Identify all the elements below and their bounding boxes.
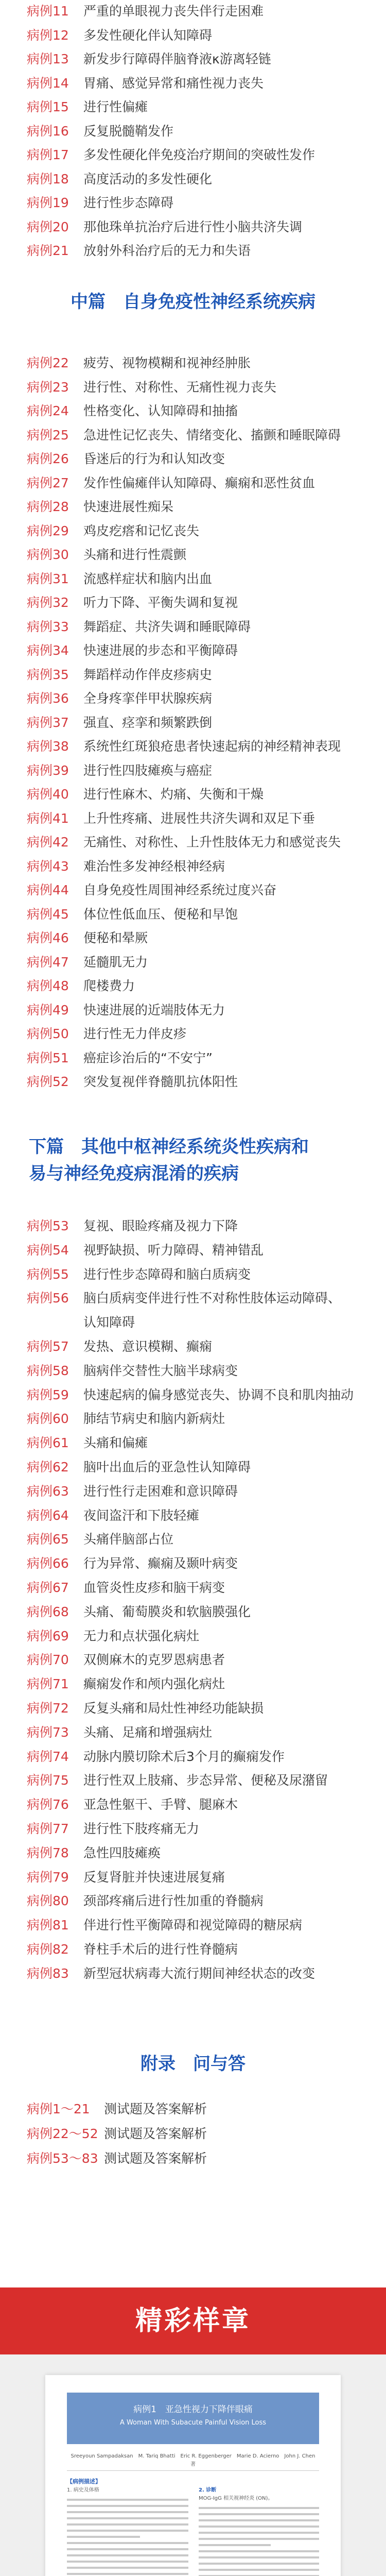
toc-entry[interactable] [27, 216, 302, 239]
sample-page-card [45, 2375, 341, 2576]
toc-entry[interactable] [27, 1384, 354, 1406]
toc-entry-number: 病例53～83 [27, 2151, 98, 2166]
toc-entry-title: 急进性记忆丧失、情绪变化、搐颤和睡眠障碍 [83, 427, 341, 443]
toc-entry-title: 视野缺损、听力障碍、精神错乱 [83, 1242, 264, 1258]
toc-entry-title: 上升性疼痛、进展性共济失调和双足下垂 [83, 810, 315, 826]
sample-text-line [67, 2548, 188, 2550]
toc-entry-number: 病例36 [27, 691, 69, 706]
toc-entry[interactable] [27, 2147, 207, 2170]
toc-entry-number: 病例50 [27, 1026, 69, 1041]
sample-header-title: 病例1 亚急性视力下降伴眼痛 [133, 2404, 253, 2415]
toc-entry[interactable] [27, 1818, 199, 1840]
toc-entry[interactable] [27, 568, 212, 590]
toc-entry[interactable] [27, 496, 173, 518]
toc-entry-title: 舞蹈样动作伴皮疹病史 [83, 667, 213, 682]
toc-entry-number: 病例35 [27, 667, 69, 682]
sample-left-subheading: 1. 病史及体格 [67, 2487, 99, 2493]
toc-entry-number: 病例72 [27, 1701, 69, 1716]
lower-section-title-line1: 下篇 其他中枢神经系统炎性疾病和 [29, 1137, 309, 1157]
toc-entry[interactable] [27, 376, 276, 399]
toc-entry[interactable] [27, 1311, 135, 1334]
sample-text-line [67, 2499, 188, 2501]
toc-entry-title: 头痛和进行性震颤 [83, 547, 187, 562]
toc-entry-number: 病例54 [27, 1242, 69, 1258]
toc-entry-title: 严重的单眼视力丧失伴行走困难 [83, 4, 264, 19]
toc-entry-number: 病例48 [27, 978, 69, 993]
toc-entry-number: 病例45 [27, 906, 69, 922]
toc-entry-number: 病例75 [27, 1773, 69, 1788]
sample-text-line [67, 2511, 188, 2513]
toc-entry-number: 病例81 [27, 1918, 69, 1933]
toc-entry-number: 病例18 [27, 171, 69, 187]
toc-entry-title: 脑白质病变伴进行性不对称性肢体运动障碍、 [83, 1291, 341, 1306]
toc-entry-title: 自身免疫性周围神经系统过度兴奋 [83, 883, 277, 897]
toc-entry-number: 病例66 [27, 1556, 69, 1571]
toc-entry-title: 延髓肌无力 [83, 954, 148, 970]
toc-entry-number: 病例64 [27, 1507, 69, 1523]
toc-entry[interactable] [27, 72, 264, 95]
toc-entry-number: 病例61 [27, 1435, 69, 1451]
toc-entry[interactable] [27, 879, 276, 902]
toc-entry[interactable] [27, 1890, 264, 1912]
sample-text-line [199, 2513, 319, 2515]
toc-entry[interactable] [27, 999, 225, 1022]
toc-entry[interactable] [27, 1938, 238, 1961]
toc-entry[interactable] [27, 1577, 225, 1599]
toc-entry[interactable] [27, 1673, 225, 1696]
sample-left-heading: 【病例描述】 [67, 2478, 101, 2485]
toc-entry[interactable] [27, 616, 251, 638]
toc-entry-title: 胃痛、感觉异常和痛性视力丧失 [83, 75, 264, 91]
toc-entry-number: 病例22 [27, 355, 69, 370]
toc-entry-title: 快速进展的步态和平衡障碍 [83, 643, 238, 658]
toc-entry-title: 脊柱手术后的进行性脊髓病 [83, 1942, 238, 1957]
toc-entry[interactable] [27, 735, 341, 758]
toc-entry-title: 脑病伴交替性大脑半球病变 [83, 1363, 238, 1378]
toc-entry-title: 测试题及答案解析 [104, 2102, 207, 2116]
sample-text-line [199, 2538, 319, 2540]
toc-entry[interactable] [27, 1239, 264, 1262]
toc-entry-title: 夜间盗汗和下肢轻瘫 [83, 1507, 200, 1523]
toc-entry-number: 病例58 [27, 1363, 69, 1378]
toc-entry[interactable] [27, 1215, 238, 1238]
toc-entry-title: 全身疼挛伴甲状腺疾病 [83, 691, 213, 706]
toc-entry[interactable] [27, 1408, 225, 1430]
toc-entry-number: 病例22～52 [27, 2126, 98, 2141]
toc-entry-title: 肺结节病史和脑内新病灶 [83, 1411, 225, 1427]
sample-text-line [67, 2530, 188, 2532]
toc-entry[interactable] [27, 664, 212, 686]
toc-entry-number: 病例12 [27, 27, 69, 43]
toc-entry-title: 性格变化、认知障碍和抽搐 [83, 403, 238, 418]
toc-entry-number: 病例14 [27, 75, 69, 91]
toc-entry-number: 病例57 [27, 1339, 69, 1354]
toc-entry[interactable] [27, 1962, 315, 1985]
toc-entry-number: 病例39 [27, 762, 69, 778]
toc-entry-title: 无力和点状强化病灶 [83, 1628, 200, 1643]
toc-entry[interactable] [27, 2098, 207, 2121]
toc-entry-title: 头痛、葡萄膜炎和软脑膜强化 [83, 1604, 251, 1619]
toc-entry-number: 病例59 [27, 1387, 69, 1402]
sample-text-line [199, 2544, 271, 2546]
sample-divider [67, 2470, 319, 2471]
toc-entry-number: 病例43 [27, 858, 69, 874]
toc-entry-number: 病例30 [27, 547, 69, 562]
toc-entry-title: 进行性双上肢痛、步态异常、便秘及尿潴留 [83, 1773, 328, 1788]
toc-entry[interactable] [27, 1697, 264, 1720]
toc-entry[interactable] [27, 1528, 173, 1551]
toc-entry-title: 昏迷后的行为和认知改变 [83, 451, 225, 466]
sample-text-line [199, 2550, 319, 2552]
toc-entry-number: 病例23 [27, 379, 69, 395]
toc-entry-number: 病例25 [27, 427, 69, 443]
toc-entry-number: 病例26 [27, 451, 69, 466]
sample-header-subtitle: A Woman With Subacute Painful Vision Loss [119, 2419, 267, 2427]
toc-entry-number: 病例71 [27, 1676, 69, 1692]
sample-text-line [67, 2517, 188, 2519]
toc-entry[interactable] [27, 1745, 285, 1768]
toc-entry-number: 病例69 [27, 1628, 69, 1643]
toc-entry-title: 癌症诊治后的“不安宁” [83, 1050, 213, 1065]
toc-entry-title: 癫痫发作和颅内强化病灶 [83, 1676, 225, 1692]
toc-entry-title: 系统性红斑狼疮患者快速起病的神经精神表现 [83, 739, 341, 754]
toc-entry-number: 病例51 [27, 1050, 69, 1065]
toc-entry-number: 病例44 [27, 883, 69, 897]
toc-entry-title: 进行性偏瘫 [83, 99, 148, 114]
toc-entry-number: 病例53 [27, 1218, 69, 1233]
toc-entry-title: 急性四肢瘫痪 [83, 1845, 161, 1860]
toc-entry[interactable] [27, 1480, 238, 1503]
toc-entry[interactable] [27, 0, 264, 23]
lower-section-title-line2: 易与神经免疫病混淆的疾病 [29, 1163, 239, 1184]
toc-entry[interactable] [27, 192, 173, 214]
sample-text-line [67, 2505, 188, 2507]
toc-entry-number: 病例52 [27, 1074, 69, 1089]
toc-entry[interactable] [27, 424, 341, 447]
toc-entry-number: 病例65 [27, 1532, 69, 1547]
sample-text-line [199, 2569, 319, 2571]
toc-entry-title: 发热、意识模糊、癫痫 [83, 1339, 213, 1354]
sample-right-text: MOG-IgG 相关视神经炎 (ON)。 [199, 2496, 273, 2501]
toc-entry-number: 病例78 [27, 1845, 69, 1860]
toc-entry-title: 进行性麻木、灼痛、失衡和干燥 [83, 787, 264, 802]
toc-entry-number: 病例27 [27, 475, 69, 490]
toc-entry-number: 病例56 [27, 1291, 69, 1306]
toc-entry-title: 测试题及答案解析 [104, 2126, 207, 2141]
toc-entry[interactable] [27, 903, 238, 926]
toc-entry[interactable] [27, 687, 212, 710]
toc-entry-title: 听力下降、平衡失调和复视 [83, 595, 238, 610]
toc-entry[interactable] [27, 807, 315, 830]
toc-entry-title: 进行性、对称性、无痛性视力丧失 [83, 379, 277, 395]
toc-entry[interactable] [27, 1047, 213, 1070]
toc-entry-number: 病例29 [27, 523, 69, 538]
toc-entry[interactable] [27, 144, 315, 166]
sample-text-line [199, 2563, 319, 2565]
toc-entry-title: 反复脱髓鞘发作 [83, 123, 174, 139]
toc-entry-title: 那他珠单抗治疗后进行性小脑共济失调 [83, 219, 303, 234]
toc-entry[interactable] [27, 1071, 238, 1093]
toc-entry[interactable] [27, 591, 238, 614]
toc-entry[interactable] [27, 1866, 225, 1889]
toc-entry-title: 鸡皮疙瘩和记忆丧失 [83, 523, 200, 538]
toc-entry[interactable] [27, 1360, 238, 1382]
toc-entry[interactable] [27, 520, 199, 543]
toc-entry-title: 体位性低血压、便秘和早饱 [83, 906, 238, 922]
toc-entry-title: 进行性步态障碍 [83, 195, 174, 210]
sample-text-line [67, 2536, 140, 2538]
toc-entry-number: 病例77 [27, 1821, 69, 1836]
toc-entry-number: 病例47 [27, 954, 69, 970]
toc-entry[interactable] [27, 1456, 251, 1479]
toc-entry-title: 认知障碍 [83, 1315, 135, 1330]
toc-entry-number: 病例31 [27, 571, 69, 586]
toc-entry[interactable] [27, 24, 212, 47]
toc-entry[interactable] [27, 240, 251, 262]
toc-entry[interactable] [27, 168, 212, 191]
toc-entry[interactable] [27, 975, 135, 997]
toc-entry-number: 病例55 [27, 1266, 69, 1282]
sample-authors: Sreeyoun Sampadaksan M. Tariq Bhatti Eric R. Eggenberger Marie D. Acierno John J. Chen 著 [71, 2453, 321, 2467]
toc-entry-number: 病例40 [27, 787, 69, 802]
toc-entry[interactable] [27, 831, 341, 854]
toc-entry-number: 病例13 [27, 52, 69, 66]
toc-entry-number: 病例16 [27, 123, 69, 139]
toc-entry[interactable] [27, 1721, 212, 1744]
toc-entry-number: 病例46 [27, 930, 69, 945]
sample-text-line [67, 2561, 188, 2563]
toc-entry-title: 新型冠状病毒大流行期间神经状态的改变 [83, 1965, 315, 1981]
sample-text-line [67, 2523, 188, 2526]
sample-text-line [67, 2567, 188, 2569]
toc-entry-number: 病例74 [27, 1749, 69, 1764]
toc-entry-title: 舞蹈症、共济失调和睡眠障碍 [83, 619, 251, 634]
toc-entry[interactable] [27, 96, 148, 118]
middle-section-title: 中篇 自身免疫性神经系统疾病 [71, 292, 315, 312]
toc-entry-title: 伴进行性平衡障碍和视觉障碍的糖尿病 [83, 1918, 303, 1933]
sample-text-line [67, 2554, 188, 2556]
toc-entry-title: 快速起病的偏身感觉丧失、协调不良和肌肉抽动 [83, 1387, 354, 1402]
toc-entry[interactable] [27, 639, 238, 662]
sample-chapter-area [0, 2354, 386, 2576]
toc-entry-title: 脑叶出血后的亚急性认知障碍 [83, 1460, 251, 1475]
toc-entry-title: 反复头痛和局灶性神经功能缺损 [83, 1701, 264, 1716]
toc-entry-title: 多发性硬化伴认知障碍 [83, 27, 213, 43]
toc-entry[interactable] [27, 352, 251, 375]
sample-banner-title: 精彩样章 [135, 2306, 251, 2336]
toc-entry-title: 亚急性躯干、手臂、腿麻木 [83, 1797, 238, 1812]
toc-entry-number: 病例11 [27, 4, 69, 19]
toc-entry-title: 反复肾脏并快速进展复痛 [83, 1869, 225, 1885]
sample-text-line [67, 2573, 188, 2575]
sample-text-line [199, 2556, 319, 2558]
toc-entry-number: 病例15 [27, 99, 69, 114]
toc-entry-title: 难治性多发神经根神经病 [83, 858, 225, 874]
toc-entry-number: 病例38 [27, 739, 69, 754]
toc-entry-title: 头痛伴脑部占位 [83, 1532, 174, 1547]
toc-entry-title: 双侧麻木的克罗恩病患者 [83, 1652, 225, 1668]
toc-entry-number: 病例19 [27, 195, 69, 210]
toc-entry[interactable] [27, 1914, 302, 1937]
toc-entry[interactable] [27, 1287, 341, 1310]
toc-entry-title: 快速进展性痴呆 [83, 499, 174, 514]
toc-entry[interactable] [27, 1793, 238, 1816]
toc-entry-title: 疲劳、视物模糊和视神经肿胀 [83, 355, 251, 370]
toc-entry-number: 病例33 [27, 619, 69, 634]
toc-entry-number: 病例34 [27, 643, 69, 658]
toc-entry-title: 颈部疼痛后进行性加重的脊髓病 [83, 1893, 264, 1909]
toc-entry-number: 病例21 [27, 243, 69, 258]
toc-entry-title: 流感样症状和脑内出血 [83, 571, 213, 586]
toc-entry-title: 发作性偏瘫伴认知障碍、癫痫和恶性贫血 [83, 475, 315, 490]
toc-entry-title: 血管炎性皮疹和脑干病变 [83, 1580, 225, 1595]
toc-entry[interactable] [27, 1625, 199, 1648]
toc-entry-number: 病例68 [27, 1604, 69, 1619]
toc-entry[interactable] [27, 1504, 199, 1527]
toc-entry[interactable] [27, 544, 186, 566]
toc-entry[interactable] [27, 927, 148, 950]
toc-entry-title: 测试题及答案解析 [104, 2151, 207, 2166]
toc-entry-title: 高度活动的多发性硬化 [83, 171, 213, 187]
sample-text-line [199, 2519, 319, 2521]
toc-entry-number: 病例49 [27, 1002, 69, 1018]
sample-text-line [199, 2526, 319, 2528]
toc-entry[interactable] [27, 1023, 186, 1045]
appendix-title: 附录 问与答 [141, 2054, 245, 2074]
toc-entry-number: 病例17 [27, 147, 69, 162]
toc-entry-number: 病例76 [27, 1797, 69, 1812]
toc-entry[interactable] [27, 472, 315, 495]
toc-entry-number: 病例28 [27, 499, 69, 514]
toc-entry-title: 进行性四肢瘫痪与癌症 [83, 762, 213, 778]
toc-entry-title: 行为异常、癫痫及颞叶病变 [83, 1556, 238, 1571]
toc-entry-number: 病例41 [27, 810, 69, 826]
toc-entry[interactable] [27, 48, 271, 71]
toc-entry-number: 病例20 [27, 219, 69, 234]
toc-entry[interactable] [27, 1769, 328, 1792]
toc-entry[interactable] [27, 711, 212, 734]
toc-entry[interactable] [27, 759, 212, 782]
toc-entry-title: 便秘和晕厥 [83, 930, 148, 945]
toc-entry-number: 病例83 [27, 1965, 69, 1981]
toc-entry-number: 病例37 [27, 715, 69, 730]
toc-entry-title: 放射外科治疗后的无力和失语 [83, 243, 251, 258]
toc-entry-title: 进行性下肢疼痛无力 [83, 1821, 200, 1836]
toc-entry-number: 病例62 [27, 1460, 69, 1475]
toc-entry-title: 进行性步态障碍和脑白质病变 [83, 1266, 251, 1282]
sample-banner [0, 2287, 386, 2354]
toc-entry-title: 头痛和偏瘫 [83, 1435, 148, 1451]
toc-entry-title: 动脉内膜切除术后3个月的癫痫发作 [83, 1749, 285, 1764]
toc-entry[interactable] [27, 1432, 148, 1454]
toc-entry[interactable] [27, 1842, 161, 1865]
toc-entry-number: 病例1～21 [27, 2102, 90, 2116]
toc-entry[interactable] [27, 1649, 225, 1671]
toc-entry-title: 新发步行障碍伴脑脊液κ游离轻链 [83, 52, 271, 66]
toc-entry-title: 爬楼费力 [83, 978, 135, 993]
toc-entry[interactable] [27, 400, 238, 422]
toc-entry[interactable] [27, 855, 225, 878]
toc-entry-title: 进行性行走困难和意识障碍 [83, 1483, 238, 1499]
toc-entry-title: 进行性无力伴皮疹 [83, 1026, 187, 1041]
toc-entry-number: 病例63 [27, 1483, 69, 1499]
toc-entry-title: 强直、痉挛和频繁跌倒 [83, 715, 213, 730]
toc-entry-title: 无痛性、对称性、上升性肢体无力和感觉丧失 [83, 835, 341, 850]
toc-entry-title: 快速进展的近端肢体无力 [83, 1002, 225, 1018]
toc-entry-number: 病例80 [27, 1893, 69, 1909]
toc-entry-title: 头痛、足痛和增强病灶 [83, 1724, 213, 1740]
toc-entry-number: 病例32 [27, 595, 69, 610]
toc-entry-number: 病例73 [27, 1724, 69, 1740]
toc-entry[interactable] [27, 1335, 212, 1358]
toc-entry-title: 多发性硬化伴免疫治疗期间的突破性发作 [83, 147, 315, 162]
toc-entry[interactable] [27, 783, 264, 806]
toc-entry[interactable] [27, 120, 173, 143]
sample-text-line [67, 2542, 188, 2544]
toc-entry[interactable] [27, 448, 225, 470]
sample-right-heading: 2. 诊断 [199, 2487, 217, 2493]
toc-entry-number: 病例79 [27, 1869, 69, 1885]
toc-entry-title: 复视、眼睑疼痛及视力下降 [83, 1218, 238, 1233]
toc-entry-number: 病例24 [27, 403, 69, 418]
toc-entry[interactable] [27, 951, 148, 974]
toc-entry-number: 病例67 [27, 1580, 69, 1595]
toc-entry[interactable] [27, 1601, 251, 1623]
toc-entry[interactable] [27, 1552, 238, 1575]
toc-entry-title: 突发复视伴脊髓肌抗体阳性 [83, 1074, 238, 1089]
toc-entry[interactable] [27, 2123, 207, 2145]
sample-header [67, 2393, 319, 2444]
sample-text-line [199, 2507, 319, 2509]
toc-entry-number: 病例42 [27, 835, 69, 850]
toc-entry-number: 病例60 [27, 1411, 69, 1427]
sample-text-line [199, 2532, 319, 2534]
toc-entry-number: 病例82 [27, 1942, 69, 1957]
toc-entry[interactable] [27, 1263, 251, 1286]
toc-entry-number: 病例70 [27, 1652, 69, 1668]
